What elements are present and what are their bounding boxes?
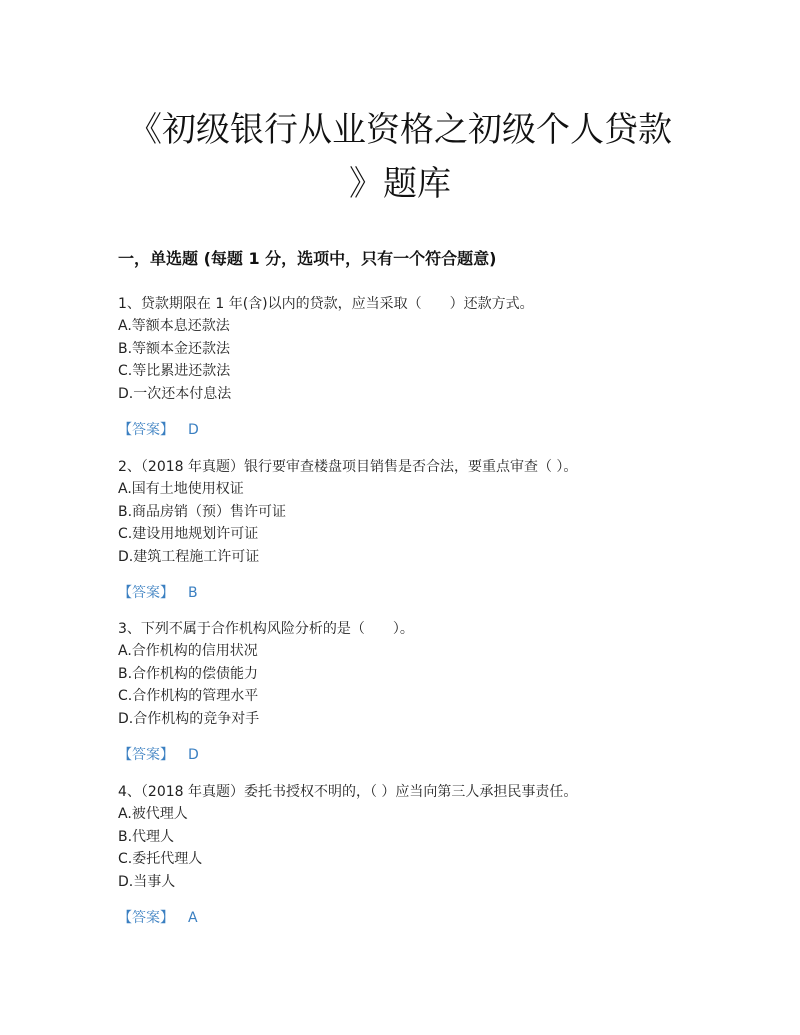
answer-value: D xyxy=(188,747,199,763)
answer-label: 【答案】 xyxy=(118,747,174,763)
answer-value: A xyxy=(188,910,198,926)
question-stem: 3、下列不属于合作机构风险分析的是（ ）。 xyxy=(118,621,414,637)
option-b: B.商品房销（预）售许可证 xyxy=(118,503,287,520)
answer-label: 【答案】 xyxy=(118,910,174,926)
question-stem: 2、（2018 年真题）银行要审查楼盘项目销售是否合法，要重点审查（ ）。 xyxy=(118,459,578,475)
option-b: B.等额本金还款法 xyxy=(118,340,231,357)
option-c: C.合作机构的管理水平 xyxy=(118,688,259,704)
option-a: A.合作机构的信用状况 xyxy=(118,643,258,659)
answer-line xyxy=(118,744,718,766)
option-b: B.合作机构的偿债能力 xyxy=(118,665,259,682)
option-d: D.建筑工程施工许可证 xyxy=(118,548,260,565)
question-block-3 xyxy=(118,618,718,766)
option-d: D.当事人 xyxy=(118,873,176,890)
option-a: A.国有土地使用权证 xyxy=(118,481,244,497)
option-d: D.合作机构的竞争对手 xyxy=(118,710,260,727)
option-c: C.等比累进还款法 xyxy=(118,363,231,379)
question-block-4 xyxy=(118,781,718,929)
option-c: C.委托代理人 xyxy=(118,851,203,867)
option-c: C.建设用地规划许可证 xyxy=(118,526,259,542)
section-heading: 一，单选题 (每题 1 分，选项中，只有一个符合题意) xyxy=(118,249,497,268)
option-b: B.代理人 xyxy=(118,828,175,845)
answer-line xyxy=(118,907,718,929)
question-stem: 1、贷款期限在 1 年(含)以内的贷款，应当采取（ ）还款方式。 xyxy=(118,296,534,312)
answer-line xyxy=(118,582,718,604)
question-stem: 4、（2018 年真题）委托书授权不明的，（ ）应当向第三人承担民事责任。 xyxy=(118,784,578,800)
page-title-line-1: 《初级银行从业资格之初级个人贷款 xyxy=(128,110,672,150)
question-block-2 xyxy=(118,456,718,604)
answer-label: 【答案】 xyxy=(118,585,174,601)
answer-line xyxy=(118,419,718,441)
option-d: D.一次还本付息法 xyxy=(118,385,232,402)
answer-label: 【答案】 xyxy=(118,422,174,438)
option-a: A.等额本息还款法 xyxy=(118,318,230,334)
answer-value: D xyxy=(188,422,199,438)
option-a: A.被代理人 xyxy=(118,806,188,822)
page-title-line-2: 》题库 xyxy=(349,164,451,204)
answer-value: B xyxy=(188,585,198,601)
question-block-1 xyxy=(118,293,718,441)
